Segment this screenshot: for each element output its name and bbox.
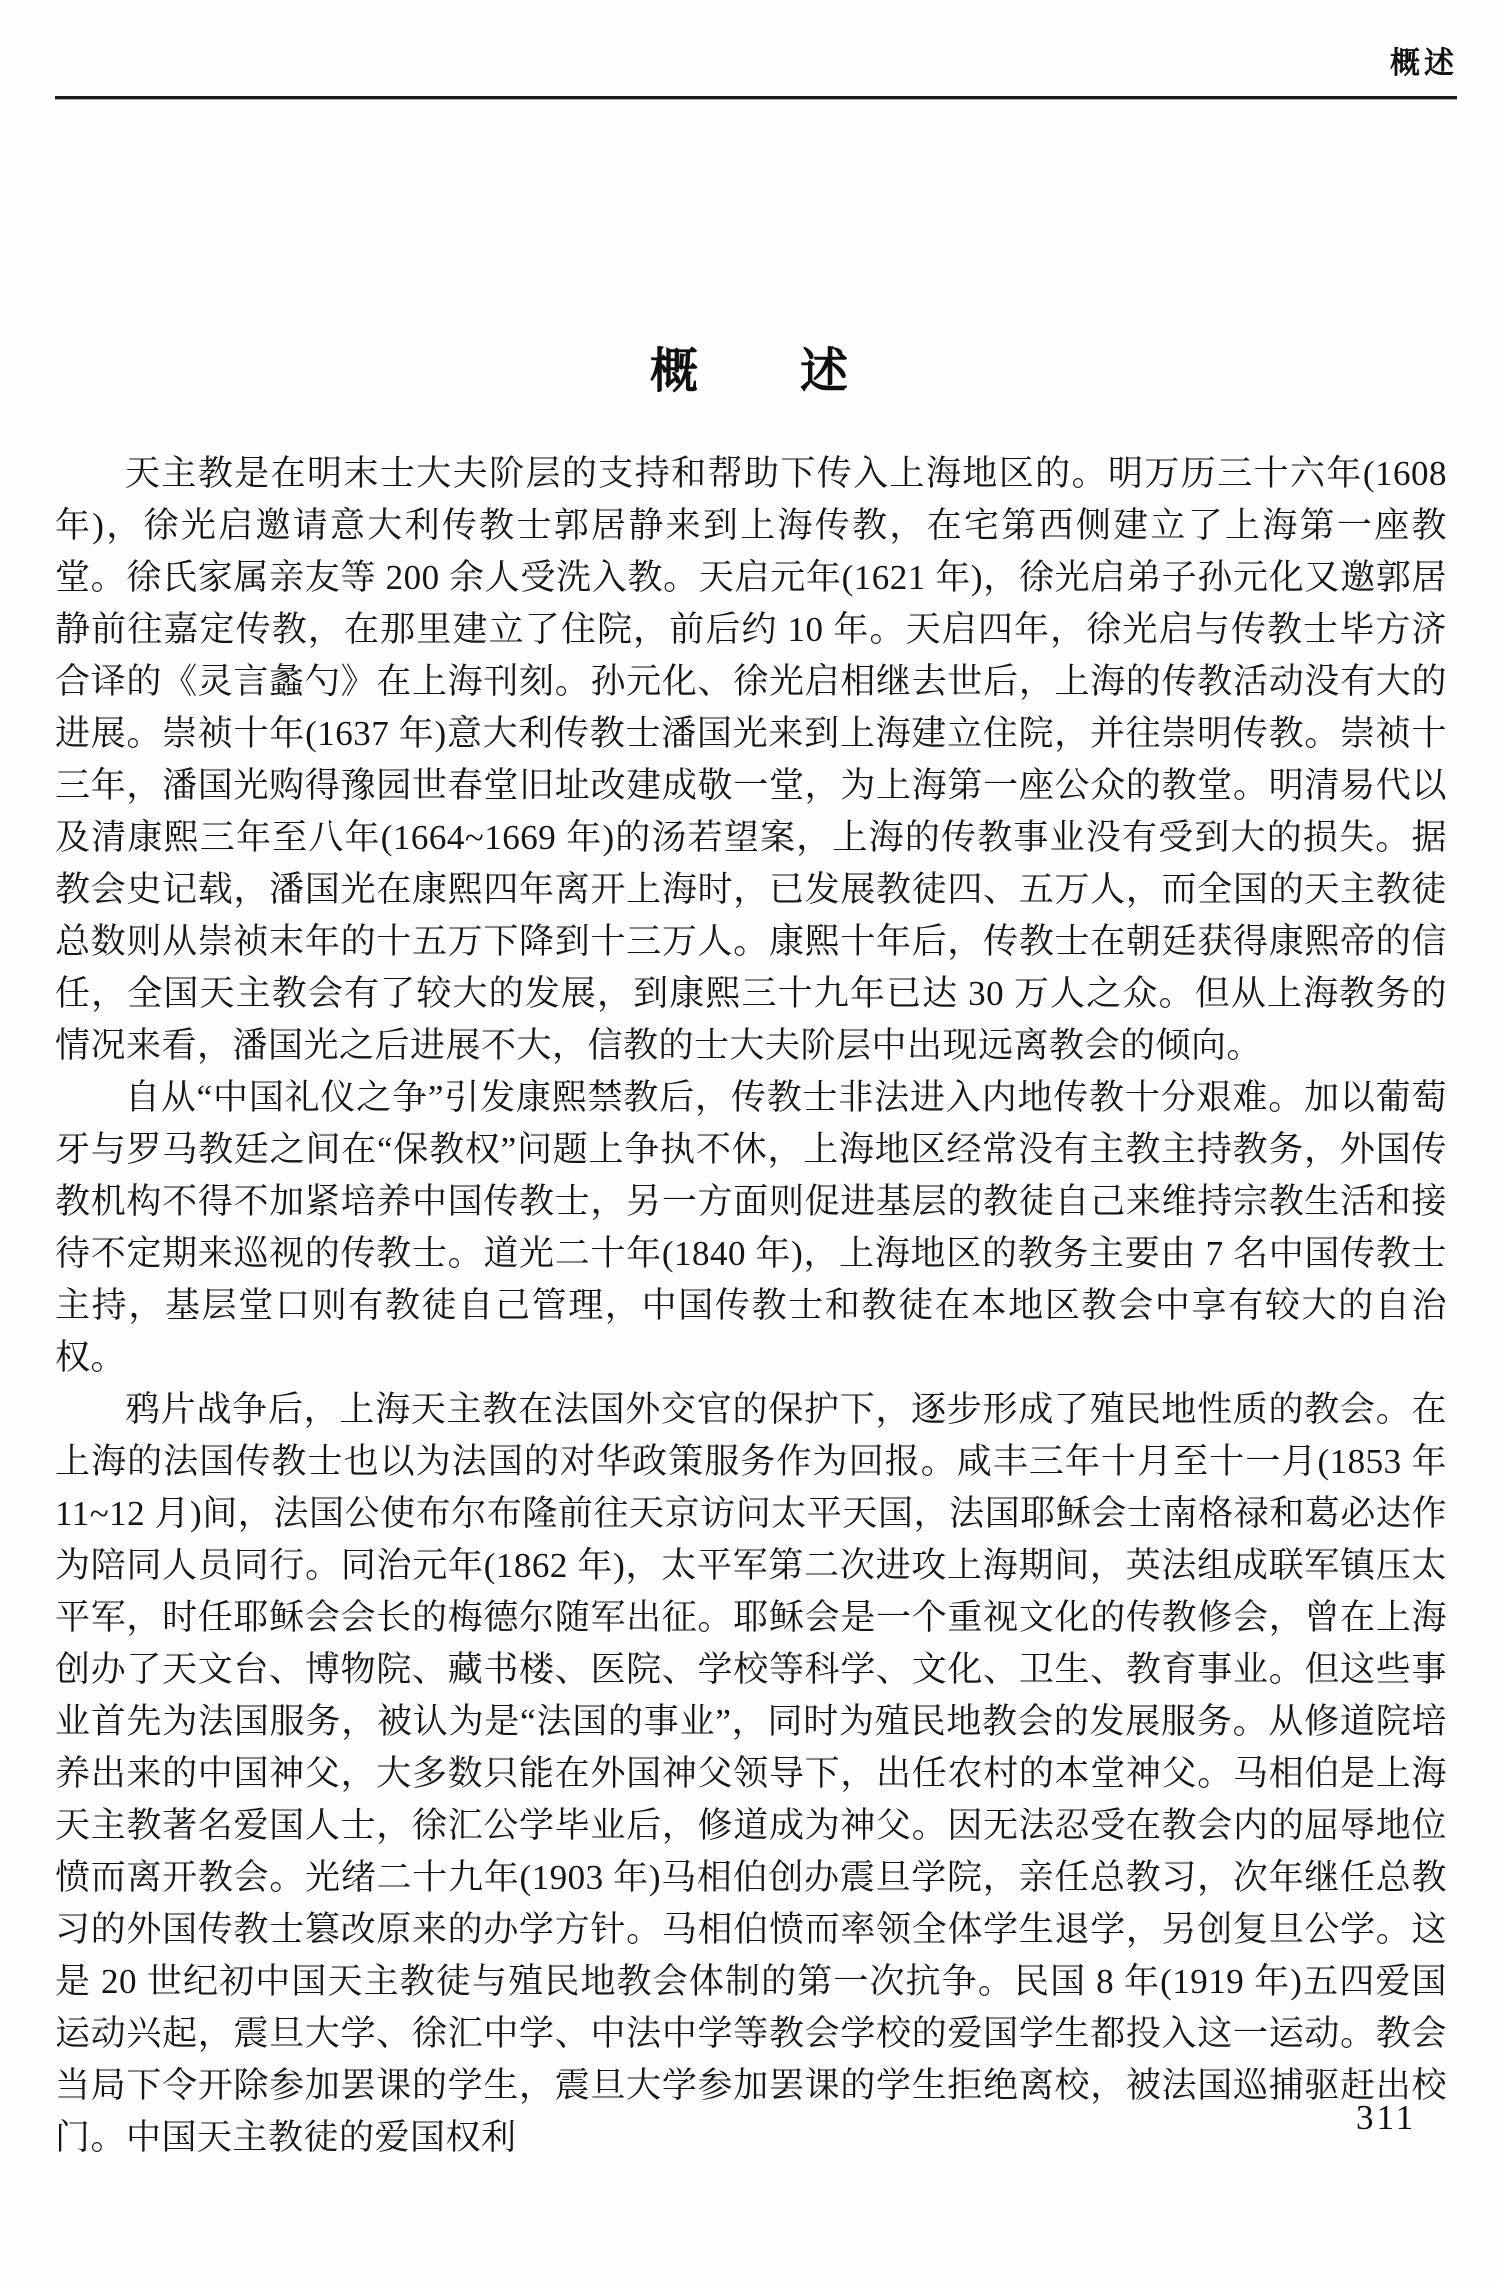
paragraph-opium-war-era: 鸦片战争后，上海天主教在法国外交官的保护下，逐步形成了殖民地性质的教会。在上海的法国传教士也以为法国的对华政策服务作为回报。咸丰三年十月至十一月(1853 年 11~12 月)间，法国公使布尔布隆前往天京访问太平天国，法国耶稣会士南格禄和葛必达作为陪同人员同行。同治元年(1862 年)，太平军第二次进攻上海期间，英法组成联军镇压太平军，时任耶稣会会长的梅德尔随军出征。耶稣会是一个重视文化的传教修会，曾在上海创办了天文台、博物院、藏书楼、医院、学校等科学、文化、卫生、教育事业。但这些事业首先为法国服务，被认为是“法国的事业”，同时为殖民地教会的发展服务。从修道院培养出来的中国神父，大多数只能在外国神父领导下，出任农村的本堂神父。马相伯是上海天主教著名爱国人士，徐汇公学毕业后，修道成为神父。因无法忍受在教会内的屈辱地位愤而离开教会。光绪二十九年(1903 年)马相伯创办震旦学院，亲任总教习，次年继任总教习的外国传教士篡改原来的办学方针。马相伯愤而率领全体学生退学，另创复旦公学。这是 20 世纪初中国天主教徒与殖民地教会体制的第一次抗争。民国 8 年(1919 年)五四爱国运动兴起，震旦大学、徐汇中学、中法中学等教会学校的爱国学生都投入这一运动。教会当局下令开除参加罢课的学生，震旦大学参加罢课的学生拒绝离校，被法国巡捕驱赶出校门。中国天主教徒的爱国权利 <box>55 1390 1447 2157</box>
header-divider-line <box>55 96 1457 99</box>
paragraph-history-ming-qing: 天主教是在明末士大夫阶层的支持和帮助下传入上海地区的。明万历三十六年(1608 年)，徐光启邀请意大利传教士郭居静来到上海传教，在宅第西侧建立了上海第一座教堂。徐氏家属亲友等 200 余人受洗入教。天启元年(1621 年)，徐光启弟子孙元化又邀郭居静前往嘉定传教，在那里建立了住院，前后约 10 年。天启四年，徐光启与传教士毕方济合译的《灵言蠡勺》在上海刊刻。孙元化、徐光启相继去世后，上海的传教活动没有大的进展。崇祯十年(1637 年)意大利传教士潘国光来到上海建立住院，并往崇明传教。崇祯十三年，潘国光购得豫园世春堂旧址改建成敬一堂，为上海第一座公众的教堂。明清易代以及清康熙三年至八年(1664~1669 年)的汤若望案，上海的传教事业没有受到大的损失。据教会史记载，潘国光在康熙四年离开上海时，已发展教徒四、五万人，而全国的天主教徒总数则从崇祯末年的十五万下降到十三万人。康熙十年后，传教士在朝廷获得康熙帝的信任，全国天主教会有了较大的发展，到康熙三十九年已达 30 万人之众。但从上海教务的情况来看，潘国光之后进展不大，信教的士大夫阶层中出现远离教会的倾向。 <box>55 454 1447 1065</box>
page-number: 311 <box>1356 2098 1417 2137</box>
paragraph-rites-controversy: 自从“中国礼仪之争”引发康熙禁教后，传教士非法进入内地传教十分艰难。加以葡萄牙与罗马教廷之间在“保教权”问题上争执不休，上海地区经常没有主教主持教务，外国传教机构不得不加紧培养中国传教士，另一方面则促进基层的教徒自己来维持宗教生活和接待不定期来巡视的传教士。道光二十年(1840 年)，上海地区的教务主要由 7 名中国传教士主持，基层堂口则有教徒自己管理，中国传教士和教徒在本地区教会中享有较大的自治权。 <box>55 1078 1447 1377</box>
running-header: 概述 <box>1390 47 1458 80</box>
page-title: 概 述 <box>649 345 850 398</box>
body-text <box>55 448 1447 2164</box>
